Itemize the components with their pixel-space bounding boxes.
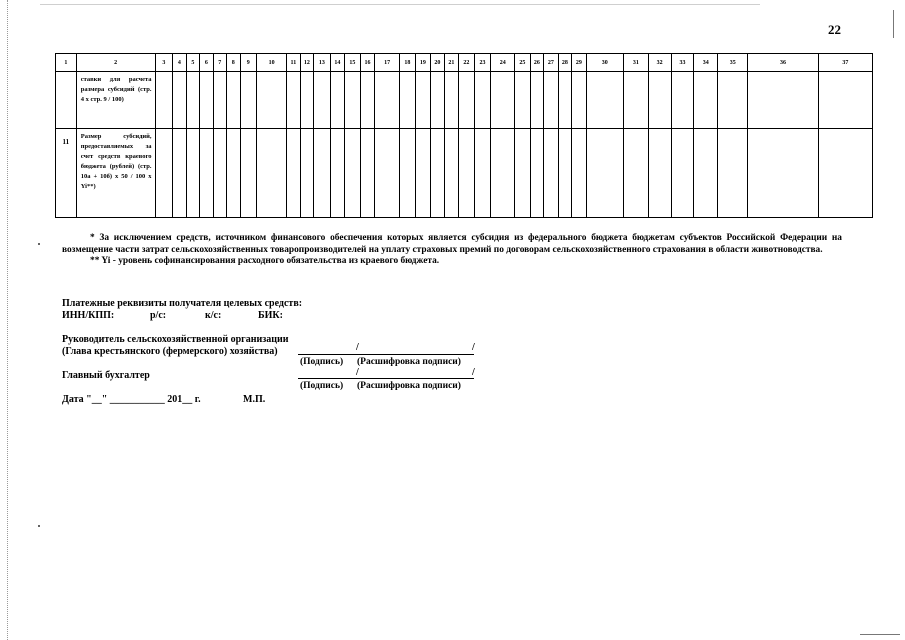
accountant-signature-slash-end: /: [472, 367, 475, 378]
column-header-25: 25: [515, 54, 531, 72]
page-number: 22: [828, 22, 841, 37]
accountant-decode-caption: (Расшифровка подписи): [357, 381, 461, 391]
head-signature-line: [298, 354, 474, 355]
table-cell: [227, 72, 240, 129]
table-cell: [287, 129, 300, 218]
table-cell: [186, 72, 199, 129]
column-header-3: 3: [155, 54, 173, 72]
table-cell: [558, 72, 571, 129]
column-header-14: 14: [330, 54, 345, 72]
head-title-line1: Руководитель сельскохозяйственной организации: [62, 334, 289, 345]
column-header-18: 18: [400, 54, 416, 72]
column-header-22: 22: [459, 54, 475, 72]
column-header-24: 24: [491, 54, 515, 72]
table-cell: [360, 72, 375, 129]
column-header-10: 10: [257, 54, 287, 72]
stamp-place: М.П.: [243, 394, 266, 405]
head-decode-caption: (Расшифровка подписи): [357, 357, 461, 367]
table-cell: [431, 129, 444, 218]
scan-edge-top: [40, 4, 760, 5]
row-description: Размер субсидий, предоставляемых за счет средств краевого бюджета (рублей) (стр. 10а + 10б) x 50 / 100 x Yi**): [76, 129, 155, 218]
column-header-21: 21: [444, 54, 459, 72]
table-cell: [444, 72, 459, 129]
column-header-26: 26: [530, 54, 543, 72]
table-row: [56, 72, 873, 129]
column-header-37: 37: [818, 54, 872, 72]
table-cell: [586, 72, 623, 129]
column-header-12: 12: [300, 54, 313, 72]
table-cell: [213, 72, 226, 129]
table-cell: [444, 129, 459, 218]
table-cell: [431, 72, 444, 129]
table-header-row: [56, 54, 873, 72]
table-cell: [330, 72, 345, 129]
head-sign-caption: (Подпись): [300, 357, 344, 367]
date-line: Дата "__" ___________ 201__ г.: [62, 394, 201, 405]
table-cell: [544, 72, 559, 129]
table-cell: [240, 72, 257, 129]
table-cell: [300, 72, 313, 129]
column-header-23: 23: [474, 54, 491, 72]
table-cell: [240, 129, 257, 218]
column-header-7: 7: [213, 54, 226, 72]
column-header-11: 11: [287, 54, 300, 72]
table-cell: [694, 72, 718, 129]
column-header-2: 2: [76, 54, 155, 72]
table-cell: [671, 129, 694, 218]
row-number: [56, 72, 77, 129]
column-header-13: 13: [314, 54, 331, 72]
column-header-5: 5: [186, 54, 199, 72]
scan-dot: [38, 243, 40, 245]
column-header-9: 9: [240, 54, 257, 72]
table-cell: [515, 72, 531, 129]
table-cell: [345, 72, 361, 129]
column-header-33: 33: [671, 54, 694, 72]
column-header-31: 31: [623, 54, 648, 72]
table-cell: [459, 129, 475, 218]
rs-label: р/с:: [150, 310, 167, 321]
accountant-signature-slash: /: [356, 367, 359, 378]
table-cell: [623, 129, 648, 218]
table-cell: [200, 129, 213, 218]
head-signature-slash: /: [356, 342, 359, 353]
column-header-1: 1: [56, 54, 77, 72]
column-header-35: 35: [718, 54, 748, 72]
table-cell: [257, 72, 287, 129]
table-cell: [459, 72, 475, 129]
table-cell: [572, 129, 587, 218]
table-cell: [671, 72, 694, 129]
column-header-15: 15: [345, 54, 361, 72]
table-cell: [300, 129, 313, 218]
bik-label: БИК:: [258, 310, 283, 321]
scan-edge-left: [7, 0, 8, 640]
table-cell: [345, 129, 361, 218]
table-cell: [200, 72, 213, 129]
table-cell: [213, 129, 226, 218]
table-cell: [748, 129, 819, 218]
table-cell: [530, 129, 543, 218]
row-description: ставки для расчета размера субсидий (стр. 4 x стр. 9 / 100): [76, 72, 155, 129]
table-cell: [375, 129, 400, 218]
accountant-sign-caption: (Подпись): [300, 381, 344, 391]
accountant-title: Главный бухгалтер: [62, 370, 150, 381]
column-header-27: 27: [544, 54, 559, 72]
table-cell: [360, 129, 375, 218]
table-cell: [818, 72, 872, 129]
scan-edge-bottom: [860, 634, 900, 635]
column-header-17: 17: [375, 54, 400, 72]
column-header-32: 32: [648, 54, 671, 72]
table-cell: [474, 129, 491, 218]
table-cell: [330, 129, 345, 218]
table-cell: [515, 129, 531, 218]
table-cell: [544, 129, 559, 218]
table-cell: [648, 129, 671, 218]
column-header-34: 34: [694, 54, 718, 72]
column-header-29: 29: [572, 54, 587, 72]
table-cell: [415, 129, 431, 218]
table-cell: [314, 72, 331, 129]
table-cell: [287, 72, 300, 129]
footnote-1: * За исключением средств, источником финансового обеспечения которых является субсидия из федерального бюджета бюджетам субъектов Российской Федерации на возмещение части затрат сельскохозяйственных товаропроизводителей на уплату страховых премий по договорам сельскохозяйственного страхования в области животноводства.: [62, 233, 842, 255]
table-cell: [375, 72, 400, 129]
table-cell: [415, 72, 431, 129]
table-cell: [155, 72, 173, 129]
table-cell: [648, 72, 671, 129]
column-header-36: 36: [748, 54, 819, 72]
table-cell: [173, 72, 186, 129]
table-cell: [257, 129, 287, 218]
head-title-line2: (Глава крестьянского (фермерского) хозяйства): [62, 346, 278, 357]
table-cell: [491, 72, 515, 129]
subsidy-table: [55, 53, 873, 218]
footnotes: [62, 233, 842, 268]
column-header-8: 8: [227, 54, 240, 72]
table-cell: [474, 72, 491, 129]
column-header-20: 20: [431, 54, 444, 72]
table-cell: [718, 129, 748, 218]
table-cell: [173, 129, 186, 218]
column-header-30: 30: [586, 54, 623, 72]
ks-label: к/с:: [205, 310, 222, 321]
column-header-4: 4: [173, 54, 186, 72]
table-cell: [623, 72, 648, 129]
scan-dot: [38, 525, 40, 527]
column-header-28: 28: [558, 54, 571, 72]
accountant-signature-line: [298, 378, 474, 379]
footnote-2: ** Yi - уровень софинансирования расходного обязательства из краевого бюджета.: [90, 256, 440, 266]
table-cell: [572, 72, 587, 129]
table-row: [56, 129, 873, 218]
column-header-6: 6: [200, 54, 213, 72]
table-cell: [400, 129, 416, 218]
table-cell: [314, 129, 331, 218]
table-cell: [748, 72, 819, 129]
table-cell: [186, 129, 199, 218]
payment-details-title: Платежные реквизиты получателя целевых средств:: [62, 298, 303, 309]
head-signature-slash-end: /: [472, 342, 475, 353]
scan-edge-right: [893, 10, 894, 38]
table-cell: [530, 72, 543, 129]
table-cell: [227, 129, 240, 218]
table-cell: [718, 72, 748, 129]
table-cell: [558, 129, 571, 218]
table-cell: [586, 129, 623, 218]
table-cell: [818, 129, 872, 218]
inn-kpp-label: ИНН/КПП:: [62, 310, 115, 321]
column-header-16: 16: [360, 54, 375, 72]
table-cell: [155, 129, 173, 218]
table-cell: [400, 72, 416, 129]
column-header-19: 19: [415, 54, 431, 72]
table-cell: [491, 129, 515, 218]
table-cell: [694, 129, 718, 218]
row-number: 11: [56, 129, 77, 218]
